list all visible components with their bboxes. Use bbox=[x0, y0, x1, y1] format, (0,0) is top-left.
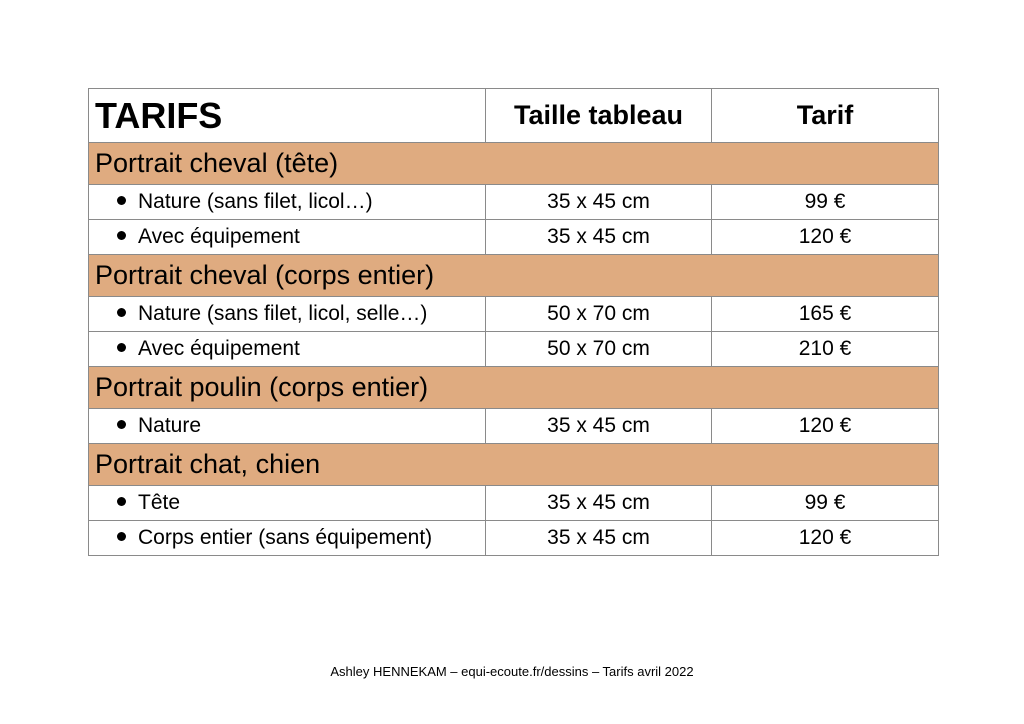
bullet-dot-icon bbox=[117, 343, 126, 352]
item-label: Tête bbox=[138, 491, 181, 514]
item-size: 50 x 70 cm bbox=[486, 297, 712, 332]
item-label-cell bbox=[89, 409, 486, 444]
pricing-table bbox=[88, 88, 939, 556]
item-label: Corps entier (sans équipement) bbox=[138, 526, 433, 549]
column-header-price: Tarif bbox=[712, 89, 939, 143]
column-header-size: Taille tableau bbox=[486, 89, 712, 143]
table-row bbox=[89, 220, 939, 255]
item-label-cell bbox=[89, 220, 486, 255]
table-header-row bbox=[89, 89, 939, 143]
table-title: TARIFS bbox=[89, 89, 486, 143]
section-row bbox=[89, 367, 939, 409]
item-label: Nature (sans filet, licol…) bbox=[138, 190, 373, 213]
item-price: 120 € bbox=[712, 220, 939, 255]
item-label: Nature bbox=[138, 414, 202, 437]
bullet-dot-icon bbox=[117, 231, 126, 240]
item-label-cell bbox=[89, 332, 486, 367]
section-title: Portrait poulin (corps entier) bbox=[89, 367, 939, 409]
item-label-cell bbox=[89, 486, 486, 521]
bullet-dot-icon bbox=[117, 308, 126, 317]
item-price: 210 € bbox=[712, 332, 939, 367]
item-label: Avec équipement bbox=[138, 337, 300, 360]
table-row bbox=[89, 185, 939, 220]
item-price: 120 € bbox=[712, 409, 939, 444]
section-title: Portrait chat, chien bbox=[89, 444, 939, 486]
item-label: Nature (sans filet, licol, selle…) bbox=[138, 302, 428, 325]
table-row bbox=[89, 297, 939, 332]
section-row bbox=[89, 143, 939, 185]
table-row bbox=[89, 332, 939, 367]
bullet-dot-icon bbox=[117, 532, 126, 541]
item-label: Avec équipement bbox=[138, 225, 300, 248]
bullet-dot-icon bbox=[117, 196, 126, 205]
section-row bbox=[89, 444, 939, 486]
item-size: 35 x 45 cm bbox=[486, 409, 712, 444]
table-row bbox=[89, 486, 939, 521]
item-label-cell bbox=[89, 185, 486, 220]
item-size: 50 x 70 cm bbox=[486, 332, 712, 367]
item-size: 35 x 45 cm bbox=[486, 521, 712, 556]
bullet-dot-icon bbox=[117, 497, 126, 506]
item-size: 35 x 45 cm bbox=[486, 185, 712, 220]
pricing-table-body bbox=[89, 89, 939, 556]
section-title: Portrait cheval (tête) bbox=[89, 143, 939, 185]
table-row bbox=[89, 409, 939, 444]
table-row bbox=[89, 521, 939, 556]
section-title: Portrait cheval (corps entier) bbox=[89, 255, 939, 297]
item-label-cell bbox=[89, 521, 486, 556]
page-footer: Ashley HENNEKAM – equi-ecoute.fr/dessins – Tarifs avril 2022 bbox=[330, 664, 694, 679]
item-size: 35 x 45 cm bbox=[486, 486, 712, 521]
bullet-dot-icon bbox=[117, 420, 126, 429]
item-price: 99 € bbox=[712, 185, 939, 220]
item-label-cell bbox=[89, 297, 486, 332]
item-price: 165 € bbox=[712, 297, 939, 332]
section-row bbox=[89, 255, 939, 297]
item-price: 99 € bbox=[712, 486, 939, 521]
item-price: 120 € bbox=[712, 521, 939, 556]
item-size: 35 x 45 cm bbox=[486, 220, 712, 255]
